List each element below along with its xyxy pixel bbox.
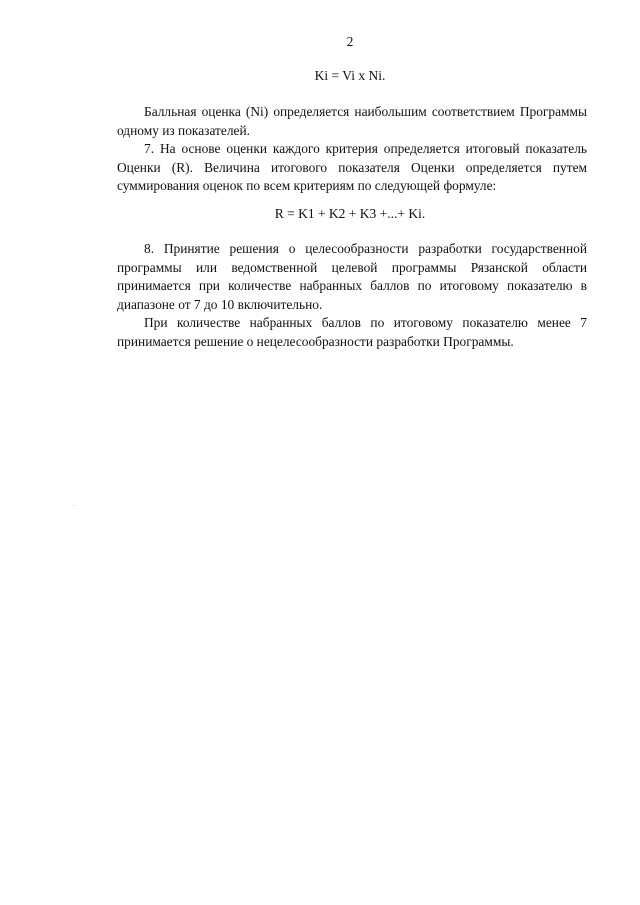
paragraph-item-8-continuation: При количестве набранных баллов по итоговому показателю менее 7 принимается решение о нецелесообразности разработки Программы. [117, 315, 587, 349]
formula-ki: Ki = Vi x Ni. [314, 68, 386, 83]
text-block-decision [117, 240, 587, 351]
page-number: 2 [346, 34, 354, 49]
scan-artifact-dot [73, 505, 74, 506]
text-block-criteria [117, 103, 587, 196]
formula-r: R = K1 + K2 + K3 +...+ Ki. [274, 206, 426, 221]
paragraph-score-note: Балльная оценка (Ni) определяется наибольшим соответствием Программы одному из показателей. [117, 104, 587, 138]
paragraph-item-8: 8. Принятие решения о целесообразности разработки государственной программы или ведомственной целевой программы Рязанской области принимается при количестве набранных баллов по итоговому показателю в диапазоне от 7 до 10 включительно. [117, 241, 587, 312]
paragraph-item-7: 7. На основе оценки каждого критерия определяется итоговый показатель Оценки (R). Величина итогового показателя Оценки определяется путем суммирования оценок по всем критериям по следующей формуле: [117, 141, 587, 193]
